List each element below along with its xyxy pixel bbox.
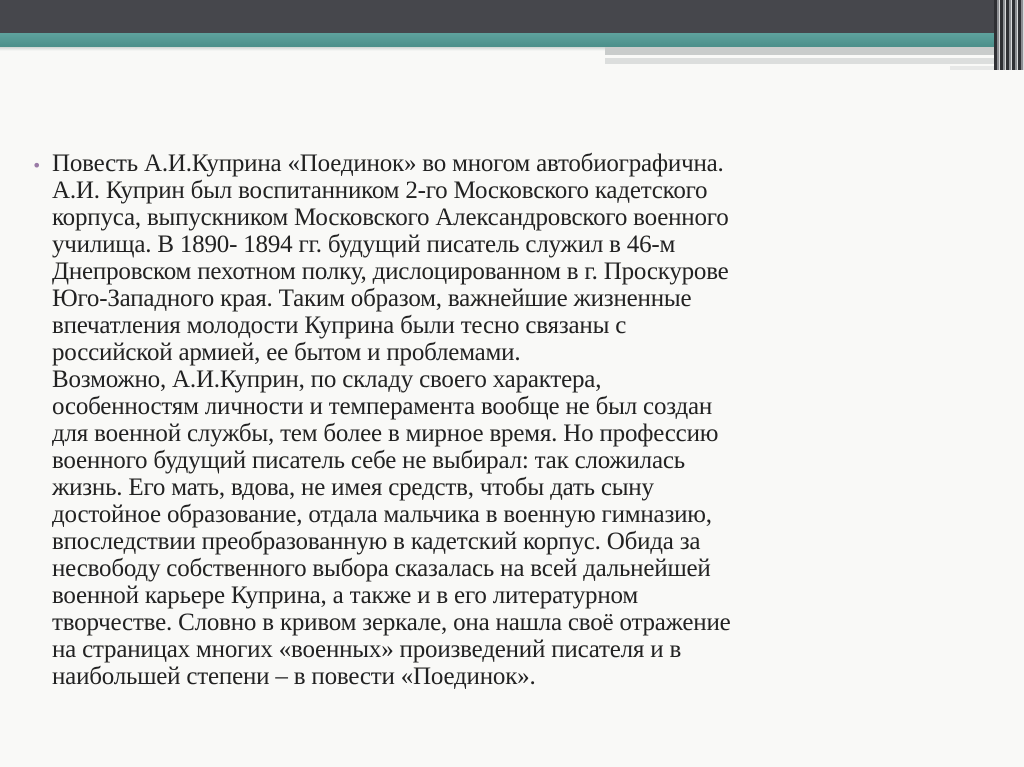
text-line: несвободу собственного выбора сказалась на всей дальнейшей [52, 555, 711, 582]
text-line: военной карьере Куприна, а также и в его литературном [52, 582, 638, 609]
bullet-text [52, 150, 952, 690]
text-line: достойное образование, отдала мальчика в военную гимназию, [52, 501, 712, 528]
header-light-strip-secondary [605, 58, 1000, 64]
text-line: жизнь. Его мать, вдова, не имея средств, чтобы дать сыну [52, 474, 654, 501]
header-dark-bar [0, 0, 1000, 33]
text-line: впоследствии преобразованную в кадетский корпус. Обида за [52, 528, 701, 555]
text-line: училища. В 1890- 1894 гг. будущий писатель служил в 46-м [52, 231, 676, 258]
text-line: для военной службы, тем более в мирное время. Но профессию [52, 420, 719, 447]
text-line: творчестве. Словно в кривом зеркале, она нашла своё отражение [52, 609, 731, 636]
header-light-strip [605, 47, 1000, 55]
text-line: особенностям личности и темперамента вообще не был создан [52, 393, 713, 420]
text-line: Днепровском пехотном полку, дислоцированном в г. Проскурове [52, 258, 729, 285]
header-teal-bar [0, 33, 1000, 47]
text-line: корпуса, выпускником Московского Александровского военного [52, 204, 729, 231]
text-line: впечатления молодости Куприна были тесно связаны с [52, 312, 627, 339]
header-corner-stripes [994, 0, 1024, 70]
text-line: на страницах многих «военных» произведений писателя и в [52, 636, 682, 663]
text-line: военного будущий писатель себе не выбирал: так сложилась [52, 447, 685, 474]
text-line: Повесть А.И.Куприна «Поединок» во многом автобиографична. [52, 150, 724, 177]
text-line: Возможно, А.И.Куприн, по складу своего характера, [52, 366, 602, 393]
bullet-icon: • [32, 156, 42, 175]
header-light-strip-tail [950, 66, 1000, 70]
bullet-item [32, 150, 992, 690]
text-line: российской армией, ее бытом и проблемами. [52, 339, 521, 366]
text-line: Юго-Западного края. Таким образом, важнейшие жизненные [52, 285, 692, 312]
header-shadow [0, 47, 605, 51]
text-line: А.И. Куприн был воспитанником 2-го Московского кадетского [52, 177, 708, 204]
text-line: наибольшей степени – в повести «Поединок». [52, 663, 536, 690]
slide-content [32, 150, 992, 690]
